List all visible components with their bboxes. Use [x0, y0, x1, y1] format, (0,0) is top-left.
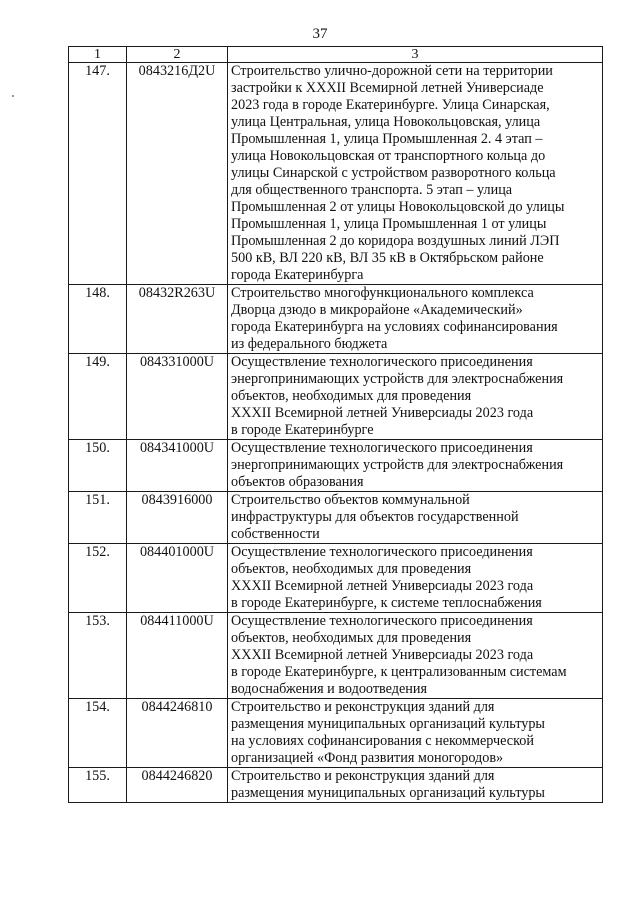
data-table [68, 46, 603, 803]
table-row [69, 768, 603, 803]
row-code: 084331000U [127, 354, 228, 440]
row-description: Строительство и реконструкция зданий для размещения муниципальных организаций культуры на условиях софинансирования с некоммерческой организацией «Фонд развития моногородов» [228, 699, 603, 768]
row-code: 0843216Д2U [127, 63, 228, 285]
table-row [69, 699, 603, 768]
table-header-row [69, 47, 603, 63]
row-number: 154. [69, 699, 127, 768]
row-code: 0844246810 [127, 699, 228, 768]
row-code: 084411000U [127, 613, 228, 699]
table-row [69, 63, 603, 285]
row-code: 0844246820 [127, 768, 228, 803]
row-description: Осуществление технологического присоединения объектов, необходимых для проведения XXXII Всемирной летней Универсиады 2023 года в городе Екатеринбурге, к системе теплоснабжения [228, 544, 603, 613]
row-number: 147. [69, 63, 127, 285]
table-row [69, 544, 603, 613]
header-col-3: 3 [228, 47, 603, 63]
row-description: Строительство объектов коммунальной инфраструктуры для объектов государственной собственности [228, 492, 603, 544]
row-code: 08432R263U [127, 285, 228, 354]
row-number: 155. [69, 768, 127, 803]
header-col-2: 2 [127, 47, 228, 63]
row-description: Осуществление технологического присоединения энергопринимающих устройств для электроснабжения объектов образования [228, 440, 603, 492]
row-description: Строительство многофункционального комплекса Дворца дзюдо в микрорайоне «Академический» города Екатеринбурга на условиях софинансирования из федерального бюджета [228, 285, 603, 354]
row-code: 0843916000 [127, 492, 228, 544]
table-row [69, 492, 603, 544]
header-col-1: 1 [69, 47, 127, 63]
row-description: Строительство улично-дорожной сети на территории застройки к XXXII Всемирной летней Универсиаде 2023 года в городе Екатеринбурге. Улица Синарская, улица Центральная, улица Новокольцовская, улица Промышленная 1, улица Промышленная 2. 4 этап – улица Новокольцовская от транспортного кольца до улицы Синарской с устройством разворотного кольца для общественного транспорта. 5 этап – улица Промышленная 2 от улицы Новокольцовской до улицы Промышленная 1, улица Промышленная 1 от улицы Промышленная 2 до коридора воздушных линий ЛЭП 500 кВ, ВЛ 220 кВ, ВЛ 35 кВ в Октябрьском районе города Екатеринбурга [228, 63, 603, 285]
row-number: 151. [69, 492, 127, 544]
row-number: 148. [69, 285, 127, 354]
table-row [69, 613, 603, 699]
table-row [69, 440, 603, 492]
row-code: 084401000U [127, 544, 228, 613]
row-number: 152. [69, 544, 127, 613]
row-description: Строительство и реконструкция зданий для размещения муниципальных организаций культуры [228, 768, 603, 803]
row-number: 153. [69, 613, 127, 699]
row-number: 150. [69, 440, 127, 492]
row-number: 149. [69, 354, 127, 440]
row-code: 084341000U [127, 440, 228, 492]
row-description: Осуществление технологического присоединения объектов, необходимых для проведения XXXII Всемирной летней Универсиады 2023 года в городе Екатеринбурге, к централизованным системам водоснабжения и водоотведения [228, 613, 603, 699]
table-row [69, 285, 603, 354]
scan-speck [12, 95, 14, 97]
row-description: Осуществление технологического присоединения энергопринимающих устройств для электроснабжения объектов, необходимых для проведения XXXII Всемирной летней Универсиады 2023 года в городе Екатеринбурге [228, 354, 603, 440]
table-row [69, 354, 603, 440]
page-number: 37 [312, 26, 328, 42]
